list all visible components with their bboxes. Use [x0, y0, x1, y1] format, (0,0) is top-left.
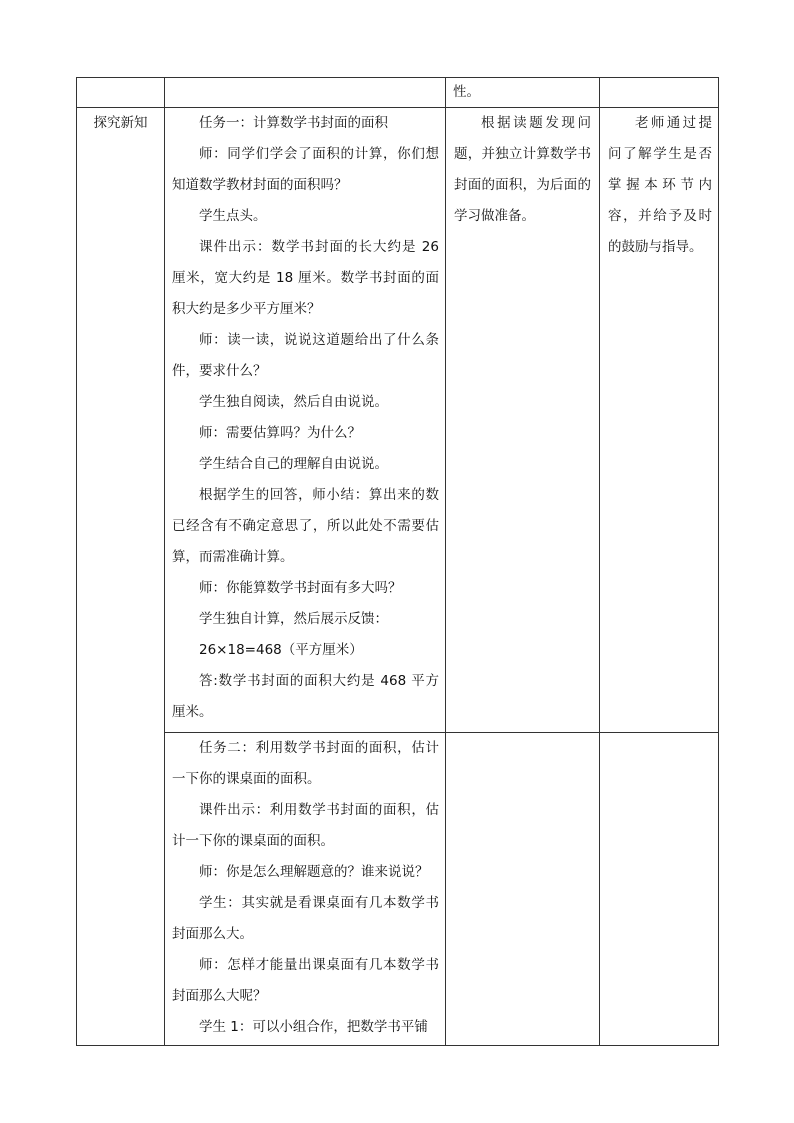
teacher-activity-cell — [165, 733, 446, 1046]
design-intent-text: 老师通过提问了解学生是否掌握本环节内容，并给予及时的鼓励与指导。 — [608, 115, 712, 255]
task1-line: 学生独自阅读，然后自由说说。 — [199, 394, 388, 410]
task2-line: 学生 1：可以小组合作，把数学书平铺 — [199, 1019, 428, 1035]
task1-line: 学生结合自己的理解自由说说。 — [199, 456, 388, 472]
student-activity-cell — [446, 733, 600, 1046]
task1-line: 课件出示：数学书封面的长大约是 26 厘米，宽大约是 18 厘米。数学书封面的面积大约是多少平方厘米？ — [172, 239, 439, 317]
stage-label: 探究新知 — [93, 115, 148, 131]
student-activity-cell — [446, 78, 600, 108]
student-activity-text: 根据读题发现问题，并独立计算数学书封面的面积，为后面的学习做准备。 — [454, 115, 591, 224]
task1-line: 师：读一读，说说这道题给出了什么条件，要求什么？ — [172, 332, 439, 379]
design-intent-cell — [600, 78, 719, 108]
task1-line: 答:数学书封面的面积大约是 468 平方厘米。 — [172, 673, 439, 720]
task1-line: 师：需要估算吗？为什么？ — [199, 425, 361, 441]
task2-line: 任务二：利用数学书封面的面积，估计一下你的课桌面的面积。 — [172, 740, 439, 787]
student-activity-cell — [446, 108, 600, 733]
task2-text — [165, 733, 445, 1043]
task1-line: 学生点头。 — [199, 208, 267, 224]
design-intent-cell — [600, 108, 719, 733]
task2-line: 课件出示：利用数学书封面的面积，估计一下你的课桌面的面积。 — [172, 802, 439, 849]
task1-line: 根据学生的回答，师小结：算出来的数已经含有不确定意思了，所以此处不需要估算，而需准确计算。 — [172, 487, 439, 565]
task1-line: 学生独自计算，然后展示反馈： — [199, 611, 388, 627]
task1-line: 师：同学们学会了面积的计算，你们想知道数学教材封面的面积吗？ — [172, 146, 439, 193]
task2-line: 学生：其实就是看课桌面有几本数学书封面那么大。 — [172, 895, 439, 942]
task1-line: 任务一：计算数学书封面的面积 — [199, 115, 388, 131]
table-row-task1 — [77, 108, 719, 733]
task1-line: 26×18=468（平方厘米） — [199, 642, 363, 658]
teacher-activity-cell — [165, 78, 446, 108]
task1-text — [165, 108, 445, 728]
task2-line: 师：怎样才能量出课桌面有几本数学书封面那么大呢？ — [172, 957, 439, 1004]
table-row-task2 — [77, 733, 719, 1046]
table-row-continuation — [77, 78, 719, 108]
task1-line: 师：你能算数学书封面有多大吗？ — [199, 580, 402, 596]
lesson-plan-table — [76, 77, 719, 1046]
student-activity-text: 性。 — [453, 84, 480, 100]
design-intent-cell — [600, 733, 719, 1046]
stage-label-cell — [77, 108, 165, 1046]
stage-cell — [77, 78, 165, 108]
task2-line: 师：你是怎么理解题意的？谁来说说？ — [199, 864, 429, 880]
teacher-activity-cell — [165, 108, 446, 733]
